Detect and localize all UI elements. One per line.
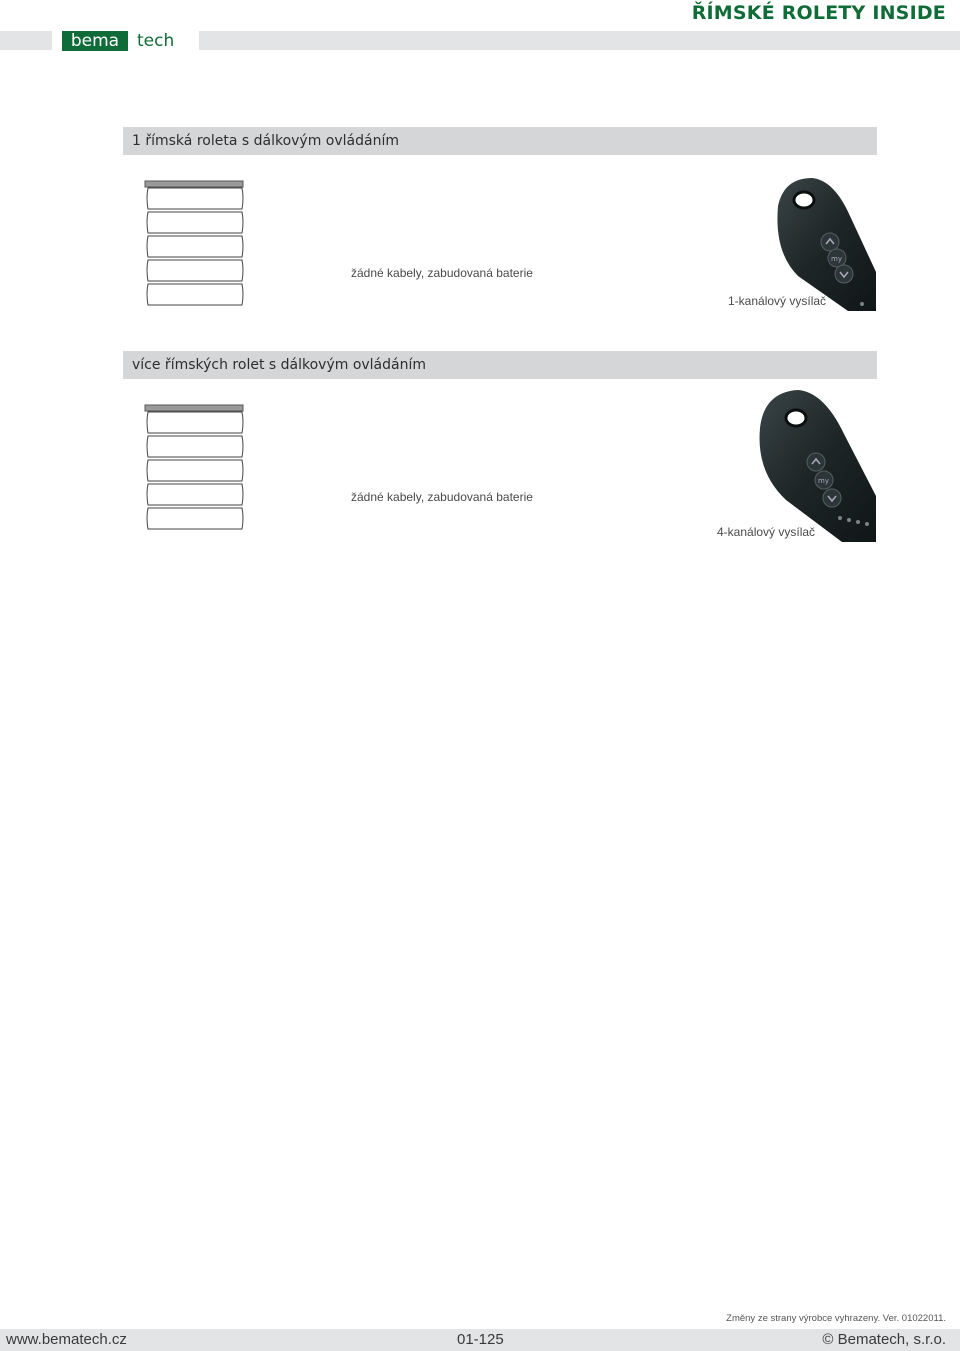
remote-1ch-icon <box>764 176 876 311</box>
logo-tech: tech <box>137 31 175 51</box>
roman-blind-icon <box>143 180 247 308</box>
page-number: 01-125 <box>457 1331 504 1348</box>
svg-text:my: my <box>831 255 842 263</box>
logo-bema: bema <box>62 31 128 51</box>
section-heading-single: 1 římská roleta s dálkovým ovládáním <box>123 127 877 155</box>
roman-blind-icon <box>143 404 247 532</box>
section-note: žádné kabely, zabudovaná baterie <box>351 490 533 504</box>
page-title: ŘÍMSKÉ ROLETY INSIDE <box>691 2 946 24</box>
section-heading-multi: více římských rolet s dálkovým ovládáním <box>123 351 877 379</box>
footer-disclaimer: Změny ze strany výrobce vyhrazeny. Ver. 01022011. <box>726 1313 946 1324</box>
transmitter-label: 1-kanálový vysílač <box>728 294 827 308</box>
transmitter-label: 4-kanálový vysílač <box>717 525 816 539</box>
section-note: žádné kabely, zabudovaná baterie <box>351 266 533 280</box>
footer-website-link[interactable]: www.bematech.cz <box>6 1331 127 1348</box>
svg-text:my: my <box>818 477 829 485</box>
footer-copyright: © Bematech, s.r.o. <box>822 1331 946 1348</box>
remote-4ch-icon <box>752 388 876 542</box>
